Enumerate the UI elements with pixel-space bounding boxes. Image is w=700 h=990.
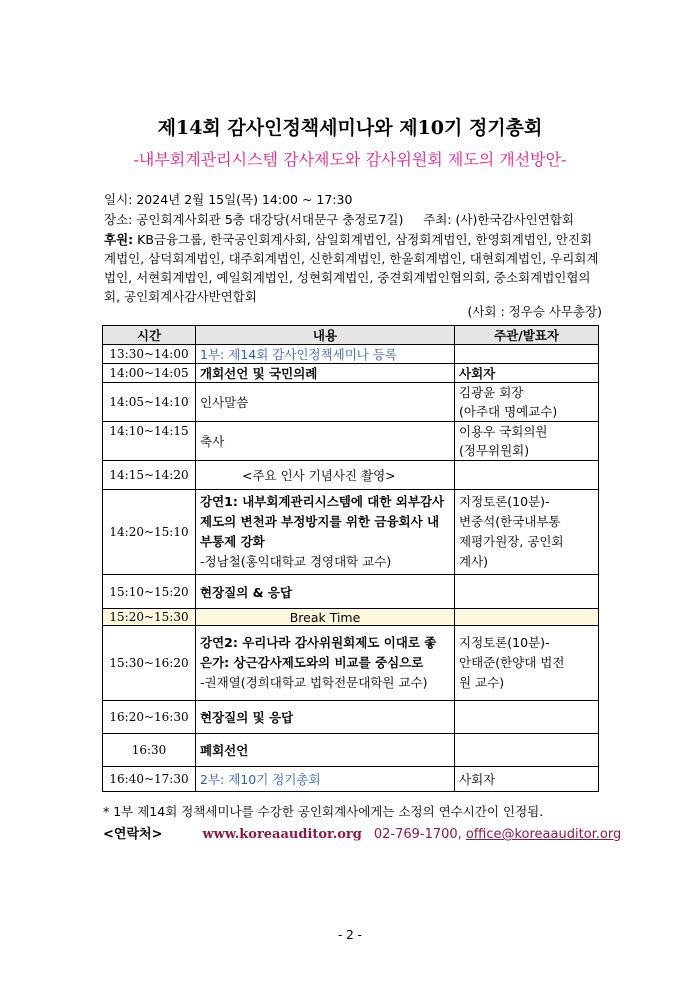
header-content: 내용 [196, 326, 455, 345]
row-host [455, 701, 599, 734]
sponsor-line: 회, 공인회계사감사반연합회 [104, 289, 257, 304]
event-date: 일시: 2024년 2월 15일(목) 14:00 ~ 17:30 [104, 192, 353, 207]
table-row [103, 734, 599, 767]
sponsor-line: 법인, 서현회계법인, 예일회계법인, 성현회계법인, 중견회계법인협의회, 중소회계법인협의 [104, 270, 591, 285]
row-host: 지정토론(10분)- 안태준(한양대 법전 원 교수) [455, 626, 599, 701]
row-time: 16:40~17:30 [103, 767, 196, 792]
table-row [103, 609, 599, 626]
row-content: 현장질의 및 응답 [196, 701, 455, 734]
table-row [103, 626, 599, 701]
row-host [455, 575, 599, 609]
row-content: 1부: 제14회 감사인정책세미나 등록 [196, 345, 455, 364]
row-host: 사회자 [455, 767, 599, 792]
row-host: 사회자 [455, 364, 599, 383]
row-host [455, 461, 599, 490]
phone-number: 02-769-1700, [373, 827, 462, 842]
row-time: 15:20~15:30 [103, 609, 196, 626]
event-host: 주최: (사)한국감사인연합회 [423, 212, 574, 227]
row-time: 14:20~15:10 [103, 490, 196, 575]
row-time: 14:00~14:05 [103, 364, 196, 383]
table-row [103, 575, 599, 609]
header-time: 시간 [103, 326, 196, 345]
header-host: 주관/발표자 [455, 326, 599, 345]
row-content: 강연2: 우리나라 감사위원회제도 이대로 좋 은가: 상근감사제도와의 비교를 중심으로 -권재열(경희대학교 법학전문대학원 교수) [196, 626, 455, 701]
row-content: 개회선언 및 국민의례 [196, 364, 455, 383]
table-row [103, 461, 599, 490]
row-host [455, 734, 599, 767]
table-row [103, 345, 599, 364]
page-number: - 2 - [338, 928, 362, 942]
row-time: 16:20~16:30 [103, 701, 196, 734]
email-link[interactable]: office@koreaauditor.org [465, 827, 622, 842]
sponsor-line: 계법인, 삼덕회계법인, 대주회계법인, 신한회계법인, 한울회계법인, 대현회계법인, 우리회계 [104, 251, 599, 266]
contact-info [103, 823, 621, 842]
row-content: 2부: 제10기 정기총회 [196, 767, 455, 792]
row-time: 14:10~14:15 [103, 422, 196, 461]
schedule-table [102, 325, 599, 792]
table-header-row [103, 326, 599, 345]
event-moderator: (사회 : 정우승 사무총장) [467, 304, 602, 319]
seminar-note: * 1부 제14회 정책세미나를 수강한 공인회계사에게는 소정의 연수시간이 인정됨. [103, 804, 544, 819]
row-time: 14:15~14:20 [103, 461, 196, 490]
sponsor-line: KB금융그룹, 한국공인회계사회, 삼일회계법인, 삼정회계법인, 한영회계법인, 안진회 [133, 232, 593, 247]
document-title: 제14회 감사인정책세미나와 제10기 정기총회 [157, 117, 543, 139]
website-link[interactable]: www.koreaauditor.org [202, 827, 362, 842]
row-time: 15:10~15:20 [103, 575, 196, 609]
table-row [103, 422, 599, 461]
row-time: 13:30~14:00 [103, 345, 196, 364]
event-venue: 장소: 공인회계사회관 5층 대강당(서대문구 충정로7길) [104, 212, 404, 227]
row-content: 폐회선언 [196, 734, 455, 767]
document-subtitle: -내부회계관리시스템 감사제도와 감사위원회 제도의 개선방안- [133, 150, 567, 169]
row-time: 14:05~14:10 [103, 383, 196, 422]
table-row [103, 490, 599, 575]
row-host: 지정토론(10분)- 변중석(한국내부통 제평가원장, 공인회 계사) [455, 490, 599, 575]
row-time: 16:30 [103, 734, 196, 767]
row-content: Break Time [196, 609, 455, 626]
event-venue-host [104, 210, 604, 229]
row-content: 강연1: 내부회계관리시스템에 대한 외부감사 제도의 변천과 부정방지를 위한 금융회사 내 부통제 강화 -정남철(홍익대학교 경영대학 교수) [196, 490, 455, 575]
event-sponsors [104, 230, 604, 306]
contact-label: <연락처> [103, 827, 163, 842]
row-host [455, 609, 599, 626]
row-host: 김광윤 회장 (아주대 명예교수) [455, 383, 599, 422]
row-content: 축사 [196, 422, 455, 461]
row-host [455, 345, 599, 364]
row-content: 현장질의 & 응답 [196, 575, 455, 609]
row-host: 이용우 국회의원 (정무위원회) [455, 422, 599, 461]
row-content: 인사말씀 [196, 383, 455, 422]
sponsor-label: 후원: [104, 232, 134, 247]
table-row [103, 767, 599, 792]
row-content: <주요 인사 기념사진 촬영> [196, 461, 455, 490]
table-row [103, 383, 599, 422]
table-row [103, 364, 599, 383]
table-row [103, 701, 599, 734]
row-time: 15:30~16:20 [103, 626, 196, 701]
